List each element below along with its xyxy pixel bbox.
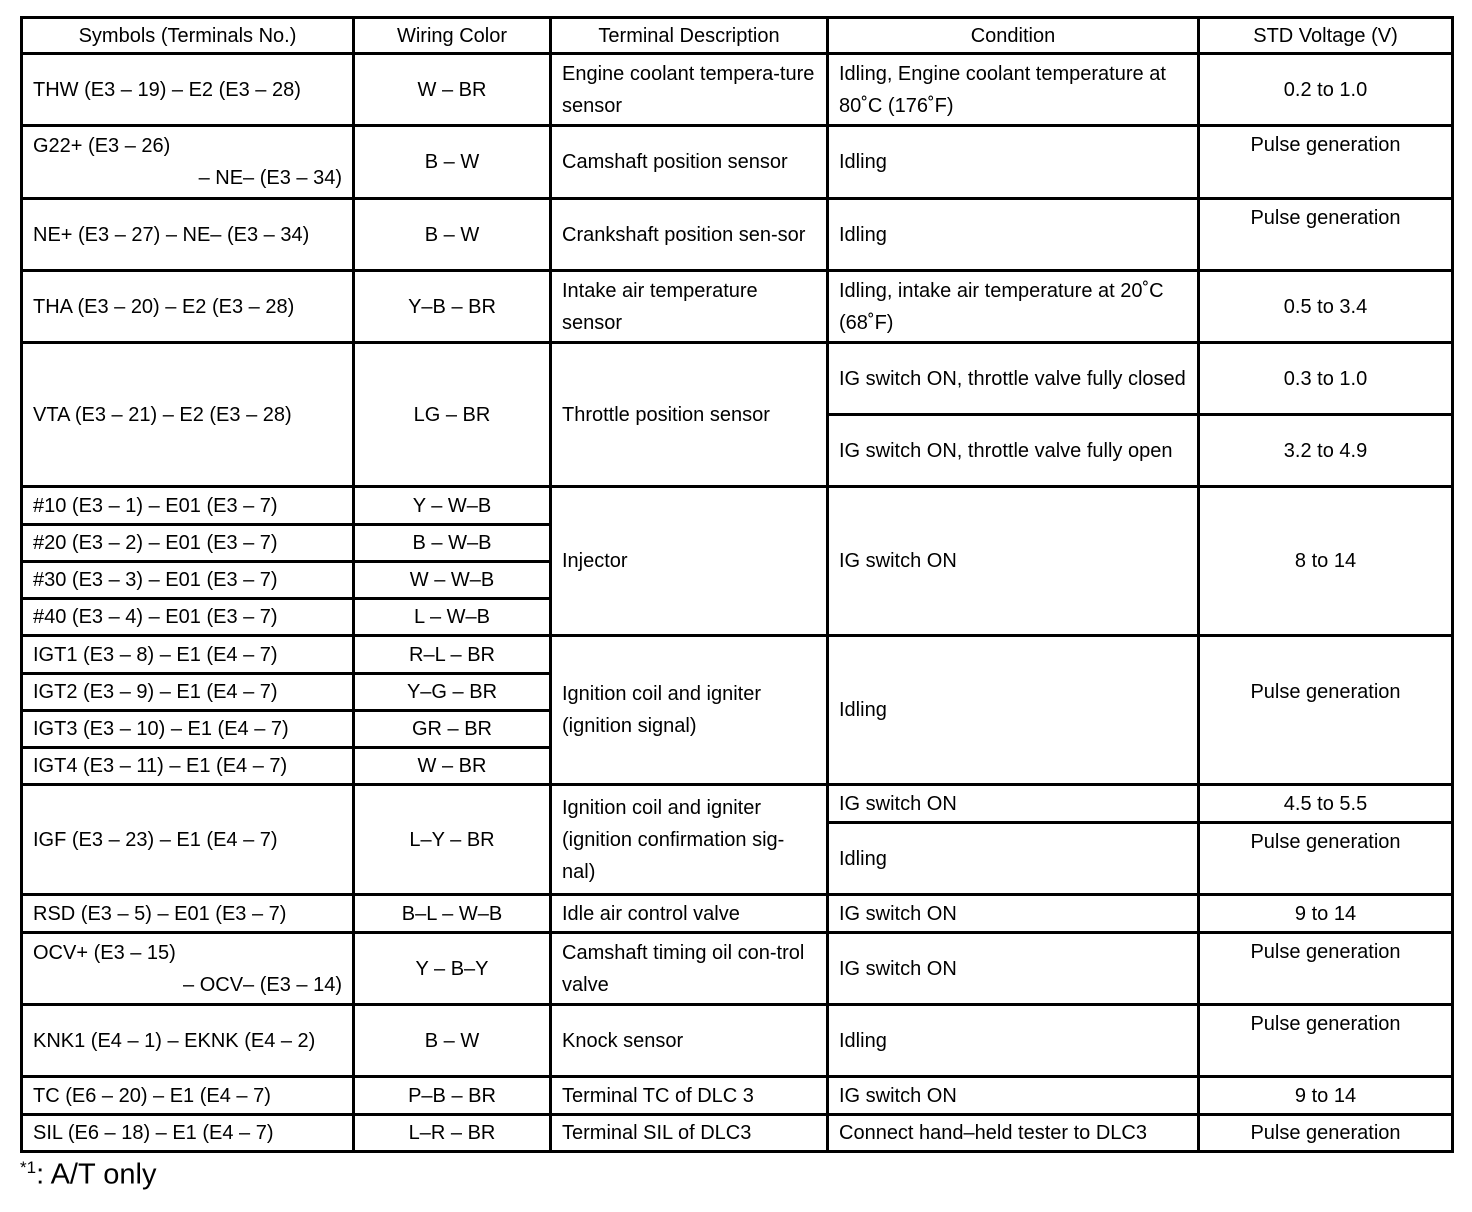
symbol-line-1: OCV+ (E3 – 15) xyxy=(33,941,176,964)
symbol-line-2: – NE– (E3 – 34) xyxy=(198,167,342,189)
symbol-cell: RSD (E3 – 5) – E01 (E3 – 7) xyxy=(22,895,354,933)
wiring-color-cell: Y – W–B xyxy=(354,487,551,525)
table-row xyxy=(22,636,1453,674)
symbol-cell: TC (E6 – 20) – E1 (E4 – 7) xyxy=(22,1077,354,1115)
symbol-cell: KNK1 (E4 – 1) – EKNK (E4 – 2) xyxy=(22,1005,354,1077)
table-row xyxy=(22,343,1453,415)
wiring-color-cell: B–L – W–B xyxy=(354,895,551,933)
terminal-voltage-table xyxy=(20,16,1454,1153)
voltage-cell: 0.2 to 1.0 xyxy=(1199,54,1453,126)
table-row xyxy=(22,271,1453,343)
description-cell: Terminal TC of DLC 3 xyxy=(551,1077,828,1115)
wiring-color-cell: W – BR xyxy=(354,54,551,126)
table-row xyxy=(22,895,1453,933)
description-cell: Throttle position sensor xyxy=(551,343,828,487)
header-row xyxy=(22,18,1453,54)
wiring-color-cell: Y–G – BR xyxy=(354,674,551,711)
description-cell: Intake air temperature sensor xyxy=(551,271,828,343)
condition-cell: Idling xyxy=(828,823,1199,895)
table-row xyxy=(22,487,1453,525)
condition-cell: IG switch ON xyxy=(828,1077,1199,1115)
wiring-color-cell: Y–B – BR xyxy=(354,271,551,343)
symbol-cell: THA (E3 – 20) – E2 (E3 – 28) xyxy=(22,271,354,343)
wiring-color-cell: LG – BR xyxy=(354,343,551,487)
symbol-cell: IGF (E3 – 23) – E1 (E4 – 7) xyxy=(22,785,354,895)
symbol-line-2: – OCV– (E3 – 14) xyxy=(183,973,342,996)
symbol-cell xyxy=(22,933,354,1005)
symbol-cell: IGT4 (E3 – 11) – E1 (E4 – 7) xyxy=(22,748,354,785)
symbol-cell: #40 (E3 – 4) – E01 (E3 – 7) xyxy=(22,599,354,636)
symbol-line-1: G22+ (E3 – 26) xyxy=(33,135,171,157)
symbol-cell: IGT3 (E3 – 10) – E1 (E4 – 7) xyxy=(22,711,354,748)
symbol-cell xyxy=(22,126,354,199)
description-cell: Crankshaft position sen-sor xyxy=(551,199,828,271)
description-cell: Camshaft position sensor xyxy=(551,126,828,199)
wiring-color-cell: GR – BR xyxy=(354,711,551,748)
header-std-voltage: STD Voltage (V) xyxy=(1199,18,1453,54)
wiring-color-cell: L–Y – BR xyxy=(354,785,551,895)
condition-cell: Idling, intake air temperature at 20˚C (68˚F) xyxy=(828,271,1199,343)
symbol-cell: #30 (E3 – 3) – E01 (E3 – 7) xyxy=(22,562,354,599)
description-cell: Engine coolant tempera-ture sensor xyxy=(551,54,828,126)
description-cell: Idle air control valve xyxy=(551,895,828,933)
header-condition: Condition xyxy=(828,18,1199,54)
condition-cell: IG switch ON, throttle valve fully closed xyxy=(828,343,1199,415)
wiring-color-cell: B – W xyxy=(354,126,551,199)
voltage-cell: 4.5 to 5.5 xyxy=(1199,785,1453,823)
voltage-cell: Pulse generation xyxy=(1199,933,1453,1005)
table-row xyxy=(22,1115,1453,1152)
table-row xyxy=(22,54,1453,126)
wiring-color-cell: W – BR xyxy=(354,748,551,785)
voltage-cell: Pulse generation xyxy=(1199,1005,1453,1077)
footnote-mark: *1 xyxy=(20,1158,37,1177)
condition-cell: Idling xyxy=(828,1005,1199,1077)
symbol-cell: IGT2 (E3 – 9) – E1 (E4 – 7) xyxy=(22,674,354,711)
condition-cell: IG switch ON xyxy=(828,487,1199,636)
symbol-cell: SIL (E6 – 18) – E1 (E4 – 7) xyxy=(22,1115,354,1152)
table-row xyxy=(22,1005,1453,1077)
header-terminal-description: Terminal Description xyxy=(551,18,828,54)
wiring-color-cell: Y – B–Y xyxy=(354,933,551,1005)
condition-cell: IG switch ON xyxy=(828,895,1199,933)
condition-cell: Idling xyxy=(828,199,1199,271)
table-row xyxy=(22,1077,1453,1115)
wiring-color-cell: W – W–B xyxy=(354,562,551,599)
symbol-cell: VTA (E3 – 21) – E2 (E3 – 28) xyxy=(22,343,354,487)
condition-cell: IG switch ON xyxy=(828,785,1199,823)
table-row xyxy=(22,199,1453,271)
wiring-color-cell: R–L – BR xyxy=(354,636,551,674)
footnote xyxy=(20,1158,156,1192)
voltage-cell: 3.2 to 4.9 xyxy=(1199,415,1453,487)
voltage-cell: Pulse generation xyxy=(1199,126,1453,199)
table-row xyxy=(22,933,1453,1005)
wiring-color-cell: B – W xyxy=(354,1005,551,1077)
description-cell: Injector xyxy=(551,487,828,636)
symbol-cell: NE+ (E3 – 27) – NE– (E3 – 34) xyxy=(22,199,354,271)
voltage-cell: 9 to 14 xyxy=(1199,895,1453,933)
description-cell: Knock sensor xyxy=(551,1005,828,1077)
condition-cell: IG switch ON, throttle valve fully open xyxy=(828,415,1199,487)
voltage-cell: 9 to 14 xyxy=(1199,1077,1453,1115)
description-cell: Terminal SIL of DLC3 xyxy=(551,1115,828,1152)
wiring-color-cell: L – W–B xyxy=(354,599,551,636)
condition-cell: Idling xyxy=(828,636,1199,785)
wiring-color-cell: P–B – BR xyxy=(354,1077,551,1115)
wiring-color-cell: B – W xyxy=(354,199,551,271)
condition-cell: Connect hand–held tester to DLC3 xyxy=(828,1115,1199,1152)
header-wiring-color: Wiring Color xyxy=(354,18,551,54)
voltage-cell: 0.5 to 3.4 xyxy=(1199,271,1453,343)
voltage-cell: Pulse generation xyxy=(1199,1115,1453,1152)
symbol-cell: THW (E3 – 19) – E2 (E3 – 28) xyxy=(22,54,354,126)
wiring-color-cell: B – W–B xyxy=(354,525,551,562)
description-cell: Ignition coil and igniter (ignition signal) xyxy=(551,636,828,785)
header-symbols: Symbols (Terminals No.) xyxy=(22,18,354,54)
condition-cell: Idling xyxy=(828,126,1199,199)
description-cell: Camshaft timing oil con-trol valve xyxy=(551,933,828,1005)
symbol-cell: #20 (E3 – 2) – E01 (E3 – 7) xyxy=(22,525,354,562)
voltage-cell: Pulse generation xyxy=(1199,199,1453,271)
voltage-cell: 8 to 14 xyxy=(1199,487,1453,636)
symbol-cell: IGT1 (E3 – 8) – E1 (E4 – 7) xyxy=(22,636,354,674)
table-row xyxy=(22,785,1453,823)
condition-cell: IG switch ON xyxy=(828,933,1199,1005)
voltage-cell: 0.3 to 1.0 xyxy=(1199,343,1453,415)
voltage-cell: Pulse generation xyxy=(1199,823,1453,895)
wiring-color-cell: L–R – BR xyxy=(354,1115,551,1152)
table-row xyxy=(22,126,1453,199)
condition-cell: Idling, Engine coolant temperature at 80˚C (176˚F) xyxy=(828,54,1199,126)
description-cell: Ignition coil and igniter (ignition confirmation sig-nal) xyxy=(551,785,828,895)
footnote-text: : A/T only xyxy=(36,1158,157,1191)
symbol-cell: #10 (E3 – 1) – E01 (E3 – 7) xyxy=(22,487,354,525)
voltage-cell: Pulse generation xyxy=(1199,636,1453,785)
